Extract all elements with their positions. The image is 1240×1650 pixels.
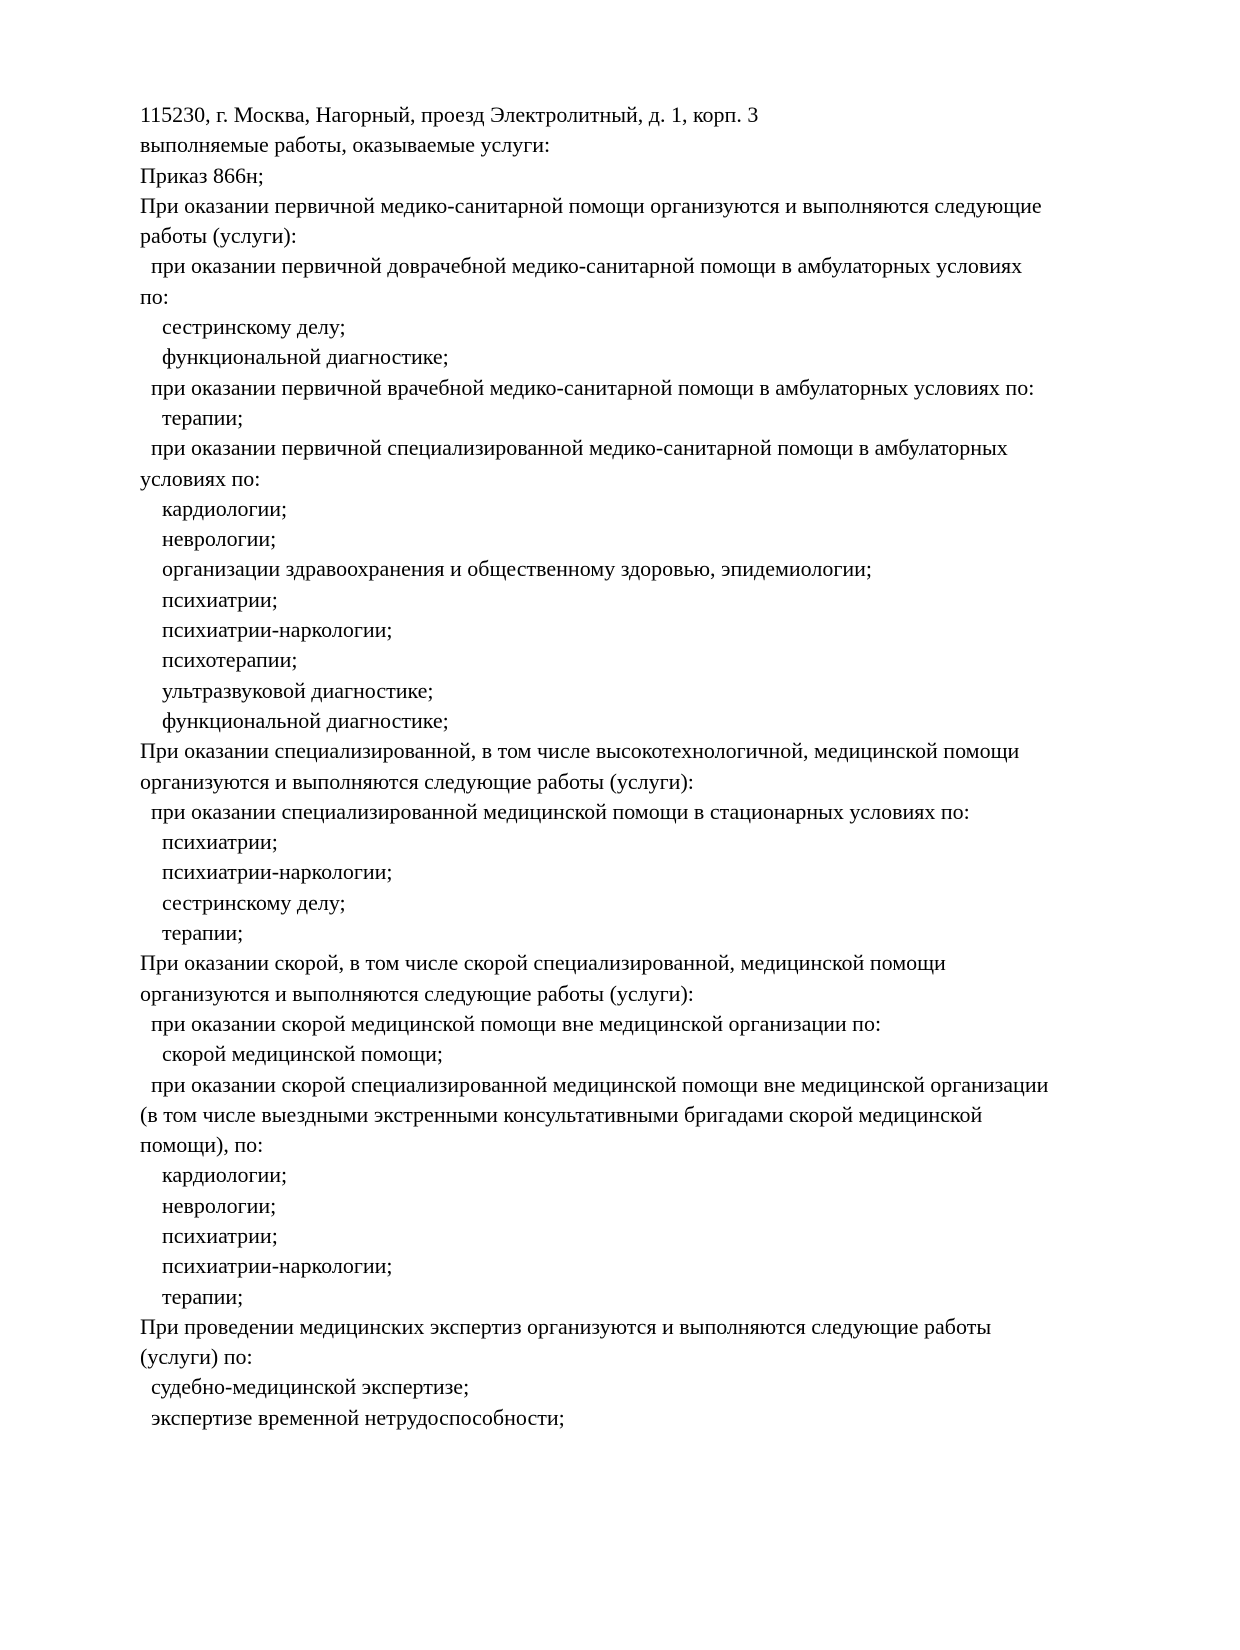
document-line: 115230, г. Москва, Нагорный, проезд Электролитный, д. 1, корп. 3 xyxy=(140,102,759,127)
document-line: при оказании скорой медицинской помощи вне медицинской организации по: xyxy=(151,1010,882,1036)
document-line: терапии; xyxy=(162,404,244,430)
document-line: выполняемые работы, оказываемые услуги: xyxy=(140,132,551,158)
document-line: при оказании скорой специализированной медицинской помощи вне медицинской организации xyxy=(151,1071,1049,1097)
document-line: условиях по: xyxy=(140,465,261,491)
document-line: по: xyxy=(140,283,169,309)
document-line: ультразвуковой диагностике; xyxy=(162,677,434,703)
document-line: неврологии; xyxy=(162,1192,277,1218)
document-line: При оказании специализированной, в том числе высокотехнологичной, медицинской помощи xyxy=(140,738,1020,764)
document-line: При оказании первичной медико-санитарной помощи организуются и выполняются следующие xyxy=(140,192,1042,218)
document-line: кардиологии; xyxy=(162,495,288,521)
document-line: (услуги) по: xyxy=(140,1344,253,1370)
document-line: организации здравоохранения и общественному здоровью, эпидемиологии; xyxy=(162,556,873,582)
document-line: психотерапии; xyxy=(162,647,298,673)
document-line: Приказ 866н; xyxy=(140,162,264,188)
document-line: организуются и выполняются следующие работы (услуги): xyxy=(140,768,694,794)
document-line: терапии; xyxy=(162,1283,244,1309)
document-line: (в том числе выездными экстренными консультативными бригадами скорой медицинской xyxy=(140,1101,983,1127)
document-line: сестринскому делу; xyxy=(162,314,346,340)
document-line: сестринскому делу; xyxy=(162,889,346,915)
document-line: организуются и выполняются следующие работы (услуги): xyxy=(140,980,694,1006)
document-line: скорой медицинской помощи; xyxy=(162,1041,444,1067)
document-line: психиатрии; xyxy=(162,586,278,612)
document-line: при оказании первичной врачебной медико-санитарной помощи в амбулаторных условиях по: xyxy=(151,374,1035,400)
document-line: экспертизе временной нетрудоспособности; xyxy=(151,1404,565,1430)
document-line: при оказании первичной специализированной медико-санитарной помощи в амбулаторных xyxy=(151,435,1008,461)
document-line: функциональной диагностике; xyxy=(162,344,449,370)
document-line: при оказании специализированной медицинской помощи в стационарных условиях по: xyxy=(151,798,970,824)
document-line: кардиологии; xyxy=(162,1162,288,1188)
document-line: психиатрии; xyxy=(162,1222,278,1248)
document-line: психиатрии; xyxy=(162,829,278,855)
document-line: работы (услуги): xyxy=(140,223,297,249)
document-line: психиатрии-наркологии; xyxy=(162,1253,393,1279)
document-line: неврологии; xyxy=(162,526,277,552)
document-body xyxy=(140,100,1130,1433)
document-line: при оказании первичной доврачебной медико-санитарной помощи в амбулаторных условиях xyxy=(151,253,1023,279)
document-line: помощи), по: xyxy=(140,1132,264,1158)
document-line: При оказании скорой, в том числе скорой специализированной, медицинской помощи xyxy=(140,950,946,976)
document-line: психиатрии-наркологии; xyxy=(162,617,393,643)
document-line: судебно-медицинской экспертизе; xyxy=(151,1374,470,1400)
document-line: психиатрии-наркологии; xyxy=(162,859,393,885)
document-line: терапии; xyxy=(162,920,244,946)
document-line: При проведении медицинских экспертиз организуются и выполняются следующие работы xyxy=(140,1313,992,1339)
document-line: функциональной диагностике; xyxy=(162,707,449,733)
